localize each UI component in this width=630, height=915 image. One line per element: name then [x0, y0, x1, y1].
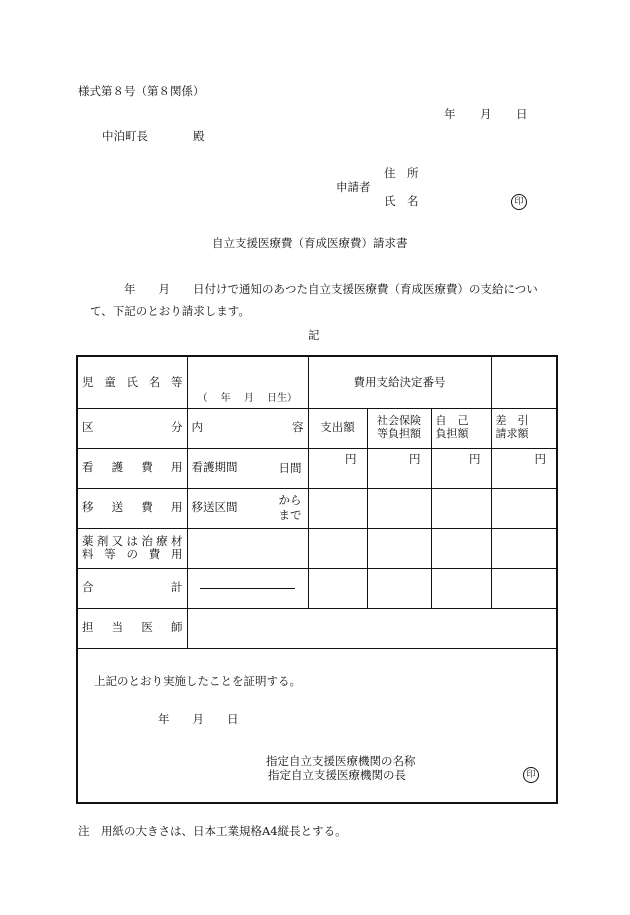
- transport-claim[interactable]: [491, 488, 557, 528]
- drugs-label-line2: 料等の費用: [82, 547, 183, 561]
- decision-number-label: 費用支給決定番号: [308, 356, 491, 408]
- yen-unit: 円: [469, 451, 481, 466]
- expenditure-header: 支出額: [308, 408, 367, 448]
- drugs-self-burden[interactable]: [431, 528, 491, 568]
- category-header: 区 分: [82, 420, 183, 435]
- footnote: 注 用紙の大きさは、日本工業規格A4縦長とする。: [78, 824, 347, 838]
- doctor-field[interactable]: [187, 608, 557, 648]
- applicant-address-label: 住 所: [384, 166, 419, 180]
- ki-label: 記: [308, 328, 320, 342]
- applicant-label: 申請者: [336, 180, 371, 194]
- self-burden-header: 自 己 負担額: [431, 408, 491, 448]
- nursing-expenditure[interactable]: [308, 448, 367, 488]
- date-year: 年: [444, 107, 456, 121]
- certification-box: [77, 648, 557, 803]
- drugs-label-line1: 薬剤又は治療材: [82, 533, 183, 548]
- transport-label: 移送費用: [82, 500, 183, 515]
- date-day: 日: [516, 107, 528, 121]
- seal-icon: 印: [523, 767, 539, 783]
- drugs-insurance[interactable]: [367, 528, 431, 568]
- dob-field: （ 年 月 日生）: [197, 393, 298, 404]
- total-expenditure[interactable]: [308, 568, 367, 608]
- total-label: 合 計: [82, 580, 183, 595]
- body-line-2: て、下記のとおり請求します。: [90, 304, 250, 318]
- nursing-self-burden[interactable]: [431, 448, 491, 488]
- form-number: 様式第８号（第８関係）: [78, 84, 205, 98]
- yen-unit: 円: [345, 451, 357, 466]
- certification-text: 上記のとおり実施したことを証明する。: [94, 673, 301, 688]
- total-self-burden[interactable]: [431, 568, 491, 608]
- transport-insurance[interactable]: [367, 488, 431, 528]
- transport-expenditure[interactable]: [308, 488, 367, 528]
- claim-header: 差 引 請求額: [491, 408, 557, 448]
- drugs-expenditure[interactable]: [308, 528, 367, 568]
- document-title: 自立支援医療費（育成医療費）請求書: [212, 236, 408, 250]
- date-month: 月: [480, 107, 492, 121]
- to-label: まで: [278, 507, 302, 522]
- yen-unit: 円: [409, 451, 421, 466]
- nursing-period-label: 看護期間: [191, 460, 238, 475]
- yen-unit: 円: [534, 451, 547, 466]
- drugs-claim[interactable]: [491, 528, 557, 568]
- nursing-insurance[interactable]: [367, 448, 431, 488]
- total-claim[interactable]: [491, 568, 557, 608]
- transport-self-burden[interactable]: [431, 488, 491, 528]
- institution-name-label: 指定自立支援医療機関の名称: [266, 753, 416, 768]
- nursing-label: 看護費用: [82, 460, 183, 475]
- addressee-honorific: 殿: [193, 129, 205, 143]
- content-header: 内 容: [191, 420, 304, 435]
- decision-number-value[interactable]: [491, 356, 557, 408]
- claim-table: [76, 355, 558, 804]
- total-insurance[interactable]: [367, 568, 431, 608]
- nursing-days-label: 日間: [278, 460, 302, 475]
- nursing-claim[interactable]: [491, 448, 557, 488]
- drugs-content[interactable]: [187, 528, 308, 568]
- insurance-header: 社会保険 等負担額: [367, 408, 431, 448]
- doctor-label: 担当医師: [82, 620, 183, 635]
- addressee-name: 中泊町長: [102, 129, 148, 143]
- applicant-name-label: 氏 名: [384, 194, 419, 208]
- certification-date: 年 月 日: [158, 711, 239, 726]
- transport-route-label: 移送区間: [191, 500, 238, 515]
- patient-label: 児童氏名等: [82, 374, 183, 389]
- total-dash-line: [200, 588, 295, 589]
- body-line-1: 年 月 日付けで通知のあつた自立支援医療費（育成医療費）の支給につい: [124, 282, 538, 296]
- institution-head-label: 指定自立支援医療機関の長: [268, 767, 406, 782]
- from-label: から: [278, 492, 302, 507]
- seal-icon: 印: [511, 194, 527, 210]
